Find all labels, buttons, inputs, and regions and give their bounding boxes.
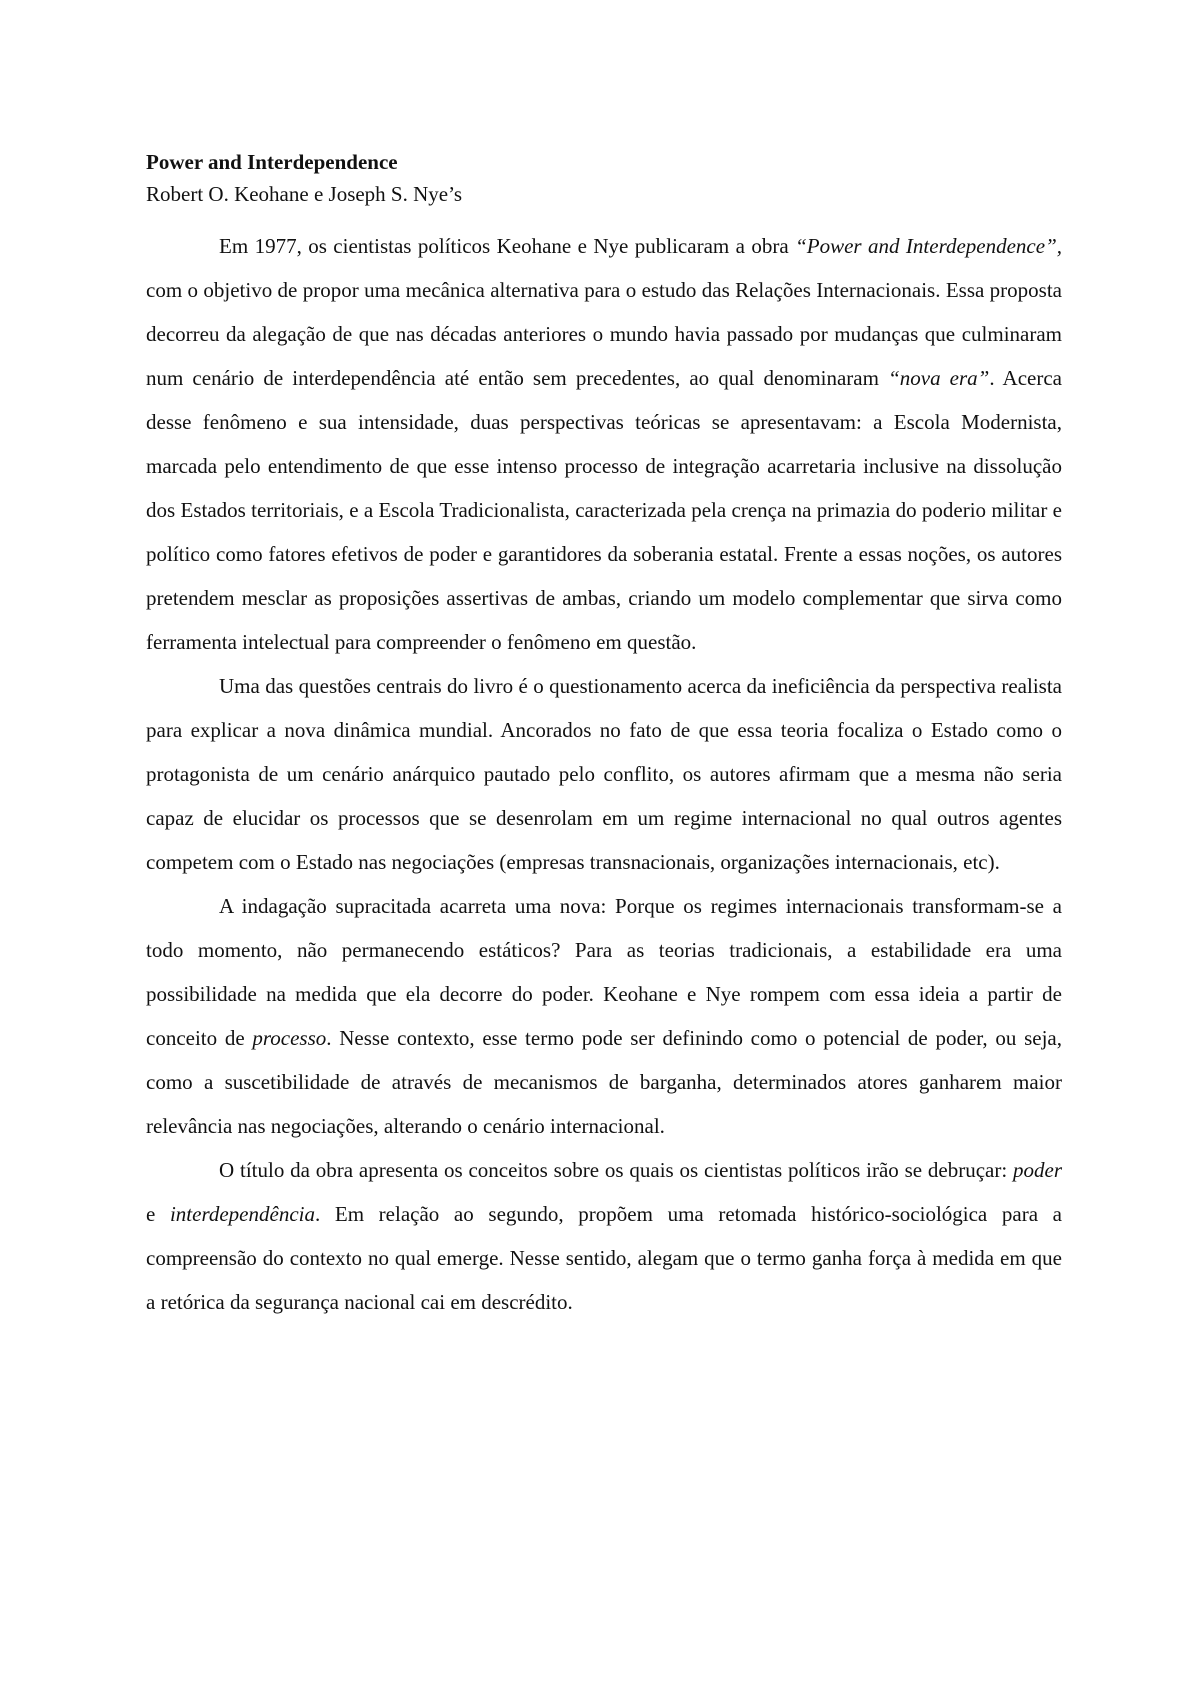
document-authors: Robert O. Keohane e Joseph S. Nye’s <box>146 182 463 206</box>
paragraph-text: . Acerca desse fenômeno e sua intensidade, duas perspectivas teóricas se apresentavam: a Escola Modernista, marcada pelo entendimento de que esse intenso processo de integração acarretaria inclusive na dissolução dos Estados territoriais, e a Escola Tradicionalista, caracterizada pela crença na primazia do poderio militar e político como fatores efetivos de poder e garantidores da soberania estatal. Frente a essas noções, os autores pretendem mesclar as proposições assertivas de ambas, criando um modelo complementar que sirva como ferramenta intelectual para compreender o fenômeno em questão. <box>146 366 1062 654</box>
italic-text: processo <box>252 1026 327 1050</box>
italic-text: interdependência <box>169 1202 315 1226</box>
paragraph-4 <box>146 1148 1062 1324</box>
paragraph-2 <box>146 664 1062 884</box>
paragraph-text: Uma das questões centrais do livro é o questionamento acerca da ineficiência da perspectiva realista para explicar a nova dinâmica mundial. Ancorados no fato de que essa teoria focaliza o Estado como o protagonista de um cenário anárquico pautado pelo conflito, os autores afirmam que a mesma não seria capaz de elucidar os processos que se desenrolam em um regime internacional no qual outros agentes competem com o Estado nas negociações (empresas transnacionais, organizações internacionais, etc). <box>146 674 1062 874</box>
paragraph-text: . Em relação ao segundo, propõem uma retomada histórico-sociológica para a compreensão do contexto no qual emerge. Nesse sentido, alegam que o termo ganha força à medida em que a retórica da segurança nacional cai em descrédito. <box>146 1202 1062 1314</box>
paragraph-text: O título da obra apresenta os conceitos sobre os quais os cientistas políticos irão se debruçar: <box>219 1158 1013 1182</box>
italic-text: “Power and Interdependence”, <box>795 234 1062 258</box>
document-body <box>146 146 1062 1324</box>
italic-text: “nova era” <box>888 366 990 390</box>
paragraph-text: A indagação supracitada acarreta uma nova: Porque os regimes internacionais transformam-se a todo momento, não permanecendo estáticos? Para as teorias tradicionais, a estabilidade era uma possibilidade na medida que ela decorre do poder. Keohane e Nye rompem com essa ideia a partir de conceito de <box>146 894 1062 1050</box>
document-title: Power and Interdependence <box>146 150 398 174</box>
paragraph-text: Em 1977, os cientistas políticos Keohane e Nye publicaram a obra <box>219 234 796 258</box>
paragraph-text: e <box>146 1202 170 1226</box>
paragraph-3 <box>146 884 1062 1148</box>
paragraph-text: . Nesse contexto, esse termo pode ser definindo como o potencial de poder, ou seja, como a suscetibilidade de através de mecanismos de barganha, determinados atores ganharem maior relevância nas negociações, alterando o cenário internacional. <box>146 1026 1062 1138</box>
paragraph-text: com o objetivo de propor uma mecânica alternativa para o estudo das Relações Internacionais. Essa proposta decorreu da alegação de que nas décadas anteriores o mundo havia passado por mudanças que culminaram num cenário de interdependência até então sem precedentes, ao qual denominaram <box>146 278 1062 390</box>
italic-text: poder <box>1013 1158 1062 1182</box>
paragraph-1 <box>146 224 1062 664</box>
